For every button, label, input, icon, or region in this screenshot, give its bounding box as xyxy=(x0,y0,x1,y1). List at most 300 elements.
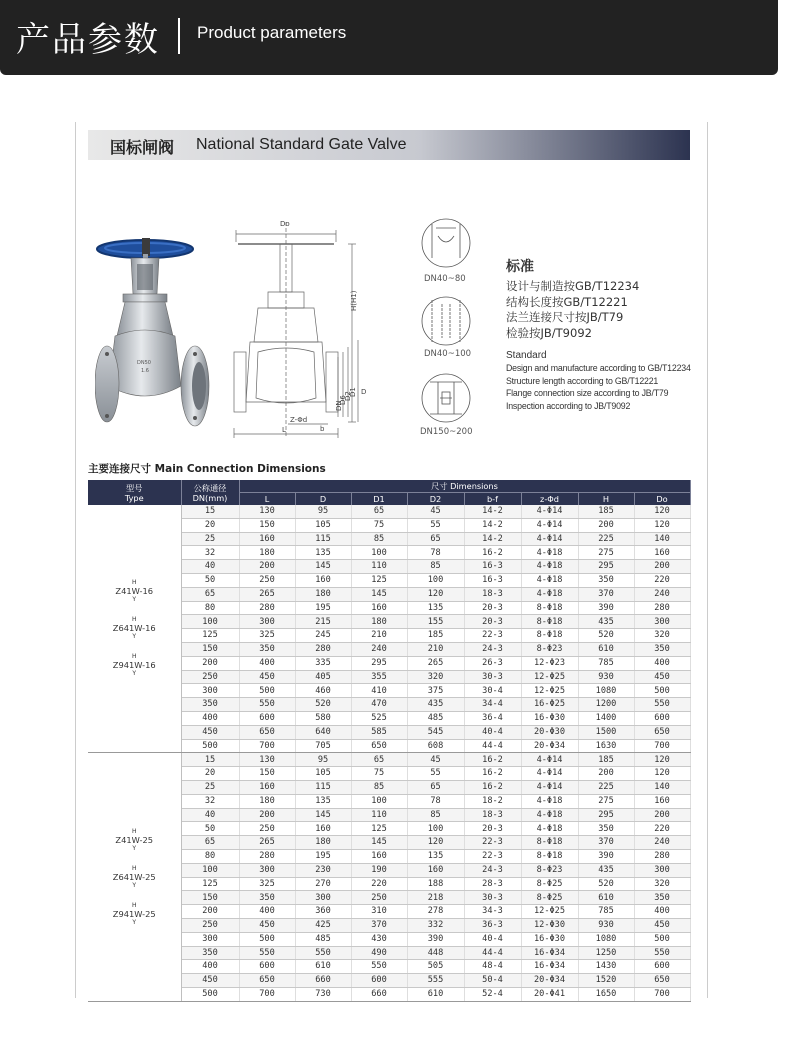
value-cell: 280 xyxy=(239,601,295,615)
value-cell: 4-Φ14 xyxy=(521,518,578,532)
value-cell: 295 xyxy=(351,656,407,670)
value-cell: 430 xyxy=(351,932,407,946)
model-code: Z641W-25 xyxy=(112,871,156,882)
standard-line-cn-3: 法兰连接尺寸按JB/T79 xyxy=(506,310,624,324)
value-cell: 145 xyxy=(351,836,407,850)
value-cell: 320 xyxy=(407,670,464,684)
value-cell: 20-Φ34 xyxy=(521,739,578,753)
value-cell: 145 xyxy=(351,587,407,601)
value-cell: 500 xyxy=(634,684,690,698)
value-cell: 705 xyxy=(295,739,351,753)
value-cell: 30-3 xyxy=(464,891,521,905)
value-cell: 505 xyxy=(407,960,464,974)
value-cell: 115 xyxy=(295,532,351,546)
value-cell: 610 xyxy=(578,891,634,905)
value-cell: 45 xyxy=(407,505,464,518)
standard-heading-en: Standard xyxy=(506,350,547,361)
flange-detail-3 xyxy=(418,372,474,424)
value-cell: 20-Φ30 xyxy=(521,725,578,739)
value-cell: 160 xyxy=(634,794,690,808)
gate-valve-drawing xyxy=(228,212,413,442)
col-header-l: L xyxy=(239,493,295,506)
value-cell: 545 xyxy=(407,725,464,739)
value-cell: 120 xyxy=(634,767,690,781)
value-cell: 85 xyxy=(351,532,407,546)
value-cell: 145 xyxy=(295,808,351,822)
type-header xyxy=(88,480,181,505)
value-cell: 220 xyxy=(634,822,690,836)
value-cell: 135 xyxy=(295,546,351,560)
value-cell: 160 xyxy=(239,780,295,794)
value-cell: 160 xyxy=(634,546,690,560)
detail-label-2: DN40~100 xyxy=(424,349,472,359)
dn-cell: 400 xyxy=(181,711,239,725)
value-cell: 12-Φ23 xyxy=(521,656,578,670)
dn-cell: 100 xyxy=(181,615,239,629)
value-cell: 280 xyxy=(634,849,690,863)
dn-cell: 300 xyxy=(181,932,239,946)
col-header-d1: D1 xyxy=(351,493,407,506)
value-cell: 210 xyxy=(407,642,464,656)
value-cell: 200 xyxy=(634,808,690,822)
value-cell: 85 xyxy=(351,780,407,794)
value-cell: 34-3 xyxy=(464,905,521,919)
dim-label-do: Do xyxy=(280,220,290,228)
dn-cell: 250 xyxy=(181,918,239,932)
value-cell: 12-Φ30 xyxy=(521,918,578,932)
gate-valve-photo xyxy=(95,236,215,441)
value-cell: 650 xyxy=(634,974,690,988)
value-cell: 195 xyxy=(295,849,351,863)
dn-cell: 80 xyxy=(181,601,239,615)
value-cell: 24-3 xyxy=(464,863,521,877)
value-cell: 320 xyxy=(634,629,690,643)
value-cell: 700 xyxy=(239,739,295,753)
value-cell: 230 xyxy=(295,863,351,877)
value-cell: 185 xyxy=(578,505,634,518)
value-cell: 1200 xyxy=(578,698,634,712)
model-suffix-top: H xyxy=(131,579,137,587)
value-cell: 485 xyxy=(407,711,464,725)
value-cell: 700 xyxy=(239,987,295,1001)
value-cell: 520 xyxy=(578,877,634,891)
standard-line-en-2: Structure length according to GB/T12221 xyxy=(506,375,659,386)
value-cell: 125 xyxy=(351,573,407,587)
value-cell: 18-3 xyxy=(464,808,521,822)
value-cell: 110 xyxy=(351,560,407,574)
value-cell: 325 xyxy=(239,877,295,891)
value-cell: 650 xyxy=(239,725,295,739)
value-cell: 115 xyxy=(295,780,351,794)
model-suffix-top: H xyxy=(131,616,137,624)
standard-heading-cn: 标准 xyxy=(506,259,534,275)
value-cell: 155 xyxy=(407,615,464,629)
dn-cell: 400 xyxy=(181,960,239,974)
value-cell: 40-4 xyxy=(464,725,521,739)
value-cell: 14-2 xyxy=(464,532,521,546)
value-cell: 210 xyxy=(351,629,407,643)
value-cell: 26-3 xyxy=(464,656,521,670)
value-cell: 120 xyxy=(407,836,464,850)
value-cell: 390 xyxy=(578,849,634,863)
value-cell: 1250 xyxy=(578,946,634,960)
value-cell: 355 xyxy=(351,670,407,684)
value-cell: 145 xyxy=(295,560,351,574)
value-cell: 410 xyxy=(351,684,407,698)
standard-line-cn-4: 检验按JB/T9092 xyxy=(506,325,592,340)
model-suffix-bottom: Y xyxy=(132,596,137,604)
value-cell: 55 xyxy=(407,518,464,532)
table-title: 主要连接尺寸 Main Connection Dimensions xyxy=(88,463,326,475)
dn-cell: 20 xyxy=(181,518,239,532)
value-cell: 350 xyxy=(578,822,634,836)
value-cell: 36-4 xyxy=(464,711,521,725)
value-cell: 22-3 xyxy=(464,836,521,850)
value-cell: 370 xyxy=(578,587,634,601)
dn-cell: 500 xyxy=(181,739,239,753)
value-cell: 4-Φ18 xyxy=(521,587,578,601)
value-cell: 45 xyxy=(407,753,464,767)
model-suffix-top: H xyxy=(131,864,137,872)
value-cell: 4-Φ14 xyxy=(521,505,578,518)
dim-label-d2: D2 xyxy=(344,391,352,401)
value-cell: 4-Φ14 xyxy=(521,767,578,781)
value-cell: 8-Φ25 xyxy=(521,891,578,905)
value-cell: 485 xyxy=(295,932,351,946)
dn-cell: 150 xyxy=(181,891,239,905)
value-cell: 550 xyxy=(239,698,295,712)
dn-cell: 20 xyxy=(181,767,239,781)
dn-cell: 350 xyxy=(181,946,239,960)
value-cell: 200 xyxy=(239,808,295,822)
value-cell: 650 xyxy=(239,974,295,988)
value-cell: 44-4 xyxy=(464,946,521,960)
dn-cell: 65 xyxy=(181,587,239,601)
standard-line-en-3: Flange connection size according to JB/T79 xyxy=(506,388,669,399)
value-cell: 8-Φ18 xyxy=(521,849,578,863)
value-cell: 600 xyxy=(351,974,407,988)
value-cell: 4-Φ18 xyxy=(521,808,578,822)
value-cell: 190 xyxy=(351,863,407,877)
header-title-cn: 产品参数 xyxy=(16,20,160,60)
value-cell: 150 xyxy=(239,767,295,781)
value-cell: 460 xyxy=(295,684,351,698)
dn-cell: 125 xyxy=(181,877,239,891)
dim-label-d6: D6 xyxy=(339,395,347,405)
value-cell: 405 xyxy=(295,670,351,684)
standard-line-cn-1: 设计与制造按GB/T12234 xyxy=(506,279,640,293)
header-bar xyxy=(0,0,778,75)
model-suffix-bottom: Y xyxy=(132,881,137,889)
value-cell: 55 xyxy=(407,767,464,781)
value-cell: 425 xyxy=(295,918,351,932)
value-cell: 120 xyxy=(634,753,690,767)
value-cell: 200 xyxy=(634,560,690,574)
value-cell: 78 xyxy=(407,546,464,560)
col-header-h: H xyxy=(578,493,634,506)
value-cell: 52-4 xyxy=(464,987,521,1001)
value-cell: 16-2 xyxy=(464,780,521,794)
model-suffix-bottom: Y xyxy=(132,633,137,641)
value-cell: 75 xyxy=(351,518,407,532)
value-cell: 450 xyxy=(634,918,690,932)
value-cell: 160 xyxy=(351,601,407,615)
value-cell: 16-Φ30 xyxy=(521,711,578,725)
value-cell: 220 xyxy=(351,877,407,891)
value-cell: 325 xyxy=(239,629,295,643)
value-cell: 300 xyxy=(295,891,351,905)
dn-cell: 25 xyxy=(181,532,239,546)
value-cell: 16-Φ34 xyxy=(521,960,578,974)
value-cell: 250 xyxy=(239,822,295,836)
value-cell: 20-3 xyxy=(464,822,521,836)
value-cell: 16-3 xyxy=(464,573,521,587)
value-cell: 280 xyxy=(239,849,295,863)
value-cell: 30-4 xyxy=(464,684,521,698)
value-cell: 310 xyxy=(351,905,407,919)
model-suffix-top: H xyxy=(131,827,137,835)
value-cell: 18-3 xyxy=(464,587,521,601)
model-name xyxy=(88,866,181,889)
value-cell: 608 xyxy=(407,739,464,753)
dn-cell: 150 xyxy=(181,642,239,656)
dn-cell: 50 xyxy=(181,822,239,836)
value-cell: 332 xyxy=(407,918,464,932)
value-cell: 225 xyxy=(578,532,634,546)
model-suffix-bottom: Y xyxy=(132,918,137,926)
value-cell: 78 xyxy=(407,794,464,808)
value-cell: 300 xyxy=(634,615,690,629)
dn-cell: 80 xyxy=(181,849,239,863)
dim-label-l: L xyxy=(282,426,286,434)
value-cell: 600 xyxy=(634,711,690,725)
dimensions-table xyxy=(88,480,691,1002)
product-title-en: National Standard Gate Valve xyxy=(196,136,407,153)
value-cell: 240 xyxy=(634,587,690,601)
value-cell: 300 xyxy=(239,863,295,877)
value-cell: 550 xyxy=(351,960,407,974)
product-title-bar xyxy=(88,130,690,160)
value-cell: 16-Φ34 xyxy=(521,946,578,960)
value-cell: 700 xyxy=(634,739,690,753)
model-name xyxy=(88,903,181,926)
value-cell: 1630 xyxy=(578,739,634,753)
value-cell: 130 xyxy=(239,753,295,767)
value-cell: 250 xyxy=(239,573,295,587)
value-cell: 300 xyxy=(634,863,690,877)
value-cell: 4-Φ18 xyxy=(521,822,578,836)
value-cell: 785 xyxy=(578,905,634,919)
value-cell: 600 xyxy=(239,960,295,974)
value-cell: 16-2 xyxy=(464,767,521,781)
model-code: Z941W-16 xyxy=(112,660,156,671)
table-row xyxy=(88,505,690,518)
dn-cell: 450 xyxy=(181,974,239,988)
value-cell: 435 xyxy=(578,863,634,877)
value-cell: 20-3 xyxy=(464,615,521,629)
value-cell: 95 xyxy=(295,753,351,767)
value-cell: 16-Φ30 xyxy=(521,932,578,946)
model-suffix-top: H xyxy=(131,653,137,661)
value-cell: 400 xyxy=(634,656,690,670)
value-cell: 120 xyxy=(634,518,690,532)
model-name xyxy=(88,580,181,603)
dn-cell: 250 xyxy=(181,670,239,684)
value-cell: 24-3 xyxy=(464,642,521,656)
value-cell: 240 xyxy=(351,642,407,656)
standard-block xyxy=(506,256,691,413)
type-header-en: Type xyxy=(124,492,144,503)
value-cell: 4-Φ14 xyxy=(521,753,578,767)
value-cell: 250 xyxy=(351,891,407,905)
col-header-do: Do xyxy=(634,493,690,506)
value-cell: 8-Φ18 xyxy=(521,615,578,629)
dn-cell: 350 xyxy=(181,698,239,712)
value-cell: 8-Φ25 xyxy=(521,877,578,891)
value-cell: 8-Φ18 xyxy=(521,629,578,643)
value-cell: 350 xyxy=(239,642,295,656)
value-cell: 100 xyxy=(407,573,464,587)
value-cell: 110 xyxy=(351,808,407,822)
value-cell: 350 xyxy=(634,891,690,905)
value-cell: 218 xyxy=(407,891,464,905)
value-cell: 130 xyxy=(239,505,295,518)
value-cell: 8-Φ23 xyxy=(521,863,578,877)
valve-body-text-pn: 1.6 xyxy=(141,368,149,374)
value-cell: 370 xyxy=(578,836,634,850)
col-header-z-d: z-Φd xyxy=(521,493,578,506)
value-cell: 195 xyxy=(295,601,351,615)
value-cell: 36-3 xyxy=(464,918,521,932)
value-cell: 500 xyxy=(239,932,295,946)
dn-cell: 50 xyxy=(181,573,239,587)
value-cell: 85 xyxy=(407,808,464,822)
standard-line-en-4: Inspection according to JB/T9092 xyxy=(506,401,631,412)
value-cell: 600 xyxy=(239,711,295,725)
dn-cell: 300 xyxy=(181,684,239,698)
model-code: Z641W-16 xyxy=(112,623,156,634)
value-cell: 30-3 xyxy=(464,670,521,684)
value-cell: 4-Φ18 xyxy=(521,794,578,808)
dn-cell: 15 xyxy=(181,753,239,767)
model-suffix-top: H xyxy=(131,901,137,909)
detail-label-1: DN40~80 xyxy=(424,274,466,284)
value-cell: 180 xyxy=(351,615,407,629)
dn-header xyxy=(181,480,239,505)
standard-line-cn-2: 结构长度按GB/T12221 xyxy=(506,294,628,309)
value-cell: 610 xyxy=(295,960,351,974)
value-cell: 22-3 xyxy=(464,629,521,643)
value-cell: 610 xyxy=(578,642,634,656)
table-row xyxy=(88,753,690,767)
value-cell: 320 xyxy=(634,877,690,891)
value-cell: 500 xyxy=(239,684,295,698)
value-cell: 275 xyxy=(578,794,634,808)
value-cell: 200 xyxy=(239,560,295,574)
value-cell: 650 xyxy=(351,739,407,753)
value-cell: 188 xyxy=(407,877,464,891)
dim-label-d: D xyxy=(361,388,367,396)
value-cell: 375 xyxy=(407,684,464,698)
value-cell: 4-Φ18 xyxy=(521,560,578,574)
value-cell: 550 xyxy=(634,946,690,960)
value-cell: 555 xyxy=(407,974,464,988)
value-cell: 600 xyxy=(634,960,690,974)
dim-label-dn: DN xyxy=(335,400,343,411)
value-cell: 185 xyxy=(578,753,634,767)
value-cell: 640 xyxy=(295,725,351,739)
value-cell: 550 xyxy=(239,946,295,960)
model-suffix-bottom: Y xyxy=(132,670,137,678)
value-cell: 12-Φ25 xyxy=(521,905,578,919)
value-cell: 450 xyxy=(239,670,295,684)
dn-cell: 65 xyxy=(181,836,239,850)
dim-label-h: H(H1) xyxy=(350,290,358,311)
value-cell: 160 xyxy=(407,863,464,877)
value-cell: 660 xyxy=(351,987,407,1001)
value-cell: 125 xyxy=(351,822,407,836)
value-cell: 8-Φ18 xyxy=(521,836,578,850)
value-cell: 295 xyxy=(578,560,634,574)
value-cell: 28-3 xyxy=(464,877,521,891)
dim-label-zd: Z-Φd xyxy=(290,416,308,424)
value-cell: 930 xyxy=(578,918,634,932)
value-cell: 1400 xyxy=(578,711,634,725)
value-cell: 225 xyxy=(578,780,634,794)
product-title-cn: 国标闸阀 xyxy=(110,138,175,157)
value-cell: 390 xyxy=(407,932,464,946)
value-cell: 120 xyxy=(634,505,690,518)
value-cell: 240 xyxy=(634,836,690,850)
value-cell: 660 xyxy=(295,974,351,988)
value-cell: 400 xyxy=(239,656,295,670)
value-cell: 140 xyxy=(634,532,690,546)
col-header-d: D xyxy=(295,493,351,506)
value-cell: 265 xyxy=(239,836,295,850)
value-cell: 75 xyxy=(351,767,407,781)
value-cell: 4-Φ18 xyxy=(521,546,578,560)
standard-line-en-1: Design and manufacture according to GB/T12234 xyxy=(506,363,691,373)
value-cell: 48-4 xyxy=(464,960,521,974)
value-cell: 520 xyxy=(295,698,351,712)
value-cell: 14-2 xyxy=(464,518,521,532)
value-cell: 350 xyxy=(578,573,634,587)
dn-cell: 100 xyxy=(181,863,239,877)
value-cell: 40-4 xyxy=(464,932,521,946)
value-cell: 1080 xyxy=(578,932,634,946)
value-cell: 185 xyxy=(407,629,464,643)
header-title-en: Product parameters xyxy=(197,23,347,42)
value-cell: 44-4 xyxy=(464,739,521,753)
value-cell: 85 xyxy=(407,560,464,574)
value-cell: 1080 xyxy=(578,684,634,698)
value-cell: 20-Φ41 xyxy=(521,987,578,1001)
value-cell: 135 xyxy=(407,601,464,615)
value-cell: 650 xyxy=(634,725,690,739)
model-cell xyxy=(88,753,181,1001)
header-divider xyxy=(178,18,180,54)
value-cell: 180 xyxy=(239,546,295,560)
model-code: Z941W-25 xyxy=(112,908,156,919)
dimensions-header: 尺寸 Dimensions xyxy=(239,480,690,493)
value-cell: 20-3 xyxy=(464,601,521,615)
value-cell: 8-Φ23 xyxy=(521,642,578,656)
dn-cell: 125 xyxy=(181,629,239,643)
value-cell: 1500 xyxy=(578,725,634,739)
value-cell: 18-2 xyxy=(464,794,521,808)
dn-cell: 450 xyxy=(181,725,239,739)
value-cell: 400 xyxy=(634,905,690,919)
